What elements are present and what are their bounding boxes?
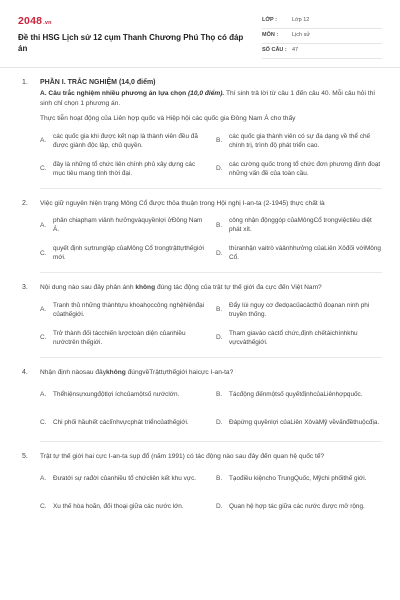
option-text: thừanhận vaitrò vàảnhhưởng củaLiên Xôđối vớiMông Cổ. <box>229 245 381 262</box>
text-pre: Nội dung nào sau đây phản ánh <box>40 284 136 292</box>
option-d[interactable] <box>216 496 382 518</box>
option-text: quyết định sựtrunglập củaMông Cổ trongtrậttựthếgiới mới. <box>53 245 204 262</box>
question-body <box>40 78 382 189</box>
option-c[interactable] <box>40 411 206 433</box>
option-letter: D. <box>216 165 223 172</box>
option-text: Trở thành đối tácchiến lượctoàn diện củanhiều nướctrên thếgiới. <box>53 329 186 346</box>
option-letter: C. <box>40 418 47 426</box>
meta-value: 47 <box>292 47 299 54</box>
option-text: Quan hệ hợp tác giữa các nước được mở rộng. <box>229 503 365 511</box>
option-grid <box>40 383 382 442</box>
option-c[interactable] <box>40 496 206 518</box>
option-letter: A. <box>40 221 47 229</box>
option-text: Xu thế hòa hoãn, đối thoại giữa các nước lớn. <box>53 503 184 511</box>
option-text: đây là những tổ chức liên chính phủ xây dựng các mục tiêu mang tính thời đại. <box>53 160 196 177</box>
option-a[interactable] <box>40 383 206 405</box>
option-text: Tácđộng đếnmộtsố quyếtđịnhcủaLiênhợpquốc. <box>229 390 363 398</box>
question-list <box>0 68 400 526</box>
option-text: phân chiaphạm viảnh hưởngvàquyềnlợi ởĐông Nam Á. <box>53 217 203 234</box>
option-letter: C. <box>40 334 47 342</box>
question-text <box>40 283 382 293</box>
option-text: Đưatới sự rađời củanhiều tổ chứcliên kết khu vực. <box>53 475 197 483</box>
option-text: Tham giavào cáctổ chức,định chếtàichínhkhu vựcvàthếgiới. <box>229 329 358 346</box>
logo-text: 2048 <box>18 15 43 27</box>
option-b[interactable] <box>216 383 382 405</box>
option-a[interactable] <box>40 130 206 152</box>
option-a[interactable] <box>40 468 206 490</box>
option-letter: B. <box>216 475 223 483</box>
question-2 <box>22 199 382 274</box>
question-number: 1. <box>22 79 28 86</box>
meta-value: Lớp 12 <box>292 17 310 24</box>
meta-label: LỚP : <box>262 17 277 24</box>
question-body <box>40 452 382 526</box>
option-b[interactable] <box>216 468 382 490</box>
instr-rest: Thí sinh trả lời từ câu 1 đến câu 40. Mỗi câu hỏi thí sinh chỉ chọn 1 phương án. <box>40 90 376 107</box>
option-text: Thểhiệnsựxungđộtlợi íchcủamộtsố nướclớn. <box>53 390 180 398</box>
exam-header <box>0 0 400 68</box>
text-post: đúngvềTrậttựthếgiới haicực I-an-ta? <box>125 368 234 376</box>
meta-row-subject <box>262 29 382 44</box>
option-letter: C. <box>40 503 47 511</box>
option-grid <box>40 214 382 273</box>
text-pre: Nhận định nàosau đây <box>40 368 106 376</box>
question-5 <box>22 452 382 526</box>
question-text: Trật tự thế giới hai cực I-an-ta sụp đổ (năm 1991) có tác động nào sau đây đến quan hệ quốc tế? <box>40 453 325 461</box>
meta-value: Lịch sử <box>292 32 311 39</box>
option-letter: B. <box>216 306 223 314</box>
option-text: các cường quốc trong tổ chức đơn phương định đoạt những vấn đề của toàn cầu. <box>229 160 381 177</box>
option-text: các quốc gia thành viên có sự đa dạng về thể chế chính trị, trình độ phát triển cao. <box>229 132 371 149</box>
question-number: 3. <box>22 284 28 292</box>
logo-suffix: .vn <box>43 20 52 26</box>
option-letter: A. <box>40 475 47 483</box>
option-a[interactable] <box>40 214 206 236</box>
question-body <box>40 368 382 443</box>
option-c[interactable] <box>40 242 206 264</box>
meta-row-class <box>262 14 382 29</box>
option-letter: B. <box>216 390 223 398</box>
instr-bold: A. Câu trắc nghiệm nhiều phương án lựa chọn <box>40 90 188 98</box>
option-d[interactable] <box>216 158 382 180</box>
question-body <box>40 283 382 358</box>
option-c[interactable] <box>40 327 206 349</box>
question-text <box>40 368 382 378</box>
text-strong: không <box>106 368 126 376</box>
option-letter: B. <box>216 137 223 144</box>
option-letter: A. <box>40 137 47 144</box>
question-body <box>40 199 382 274</box>
option-letter: A. <box>40 390 47 398</box>
option-b[interactable] <box>216 299 382 321</box>
instr-italic: (10,0 điểm). <box>187 90 225 98</box>
meta-row-count <box>262 44 382 59</box>
header-left <box>18 14 260 61</box>
option-a[interactable] <box>40 299 206 321</box>
question-text: Thực tiễn hoạt động của Liên hợp quốc và Hiệp hội các quốc gia Đông Nam Á cho thấy <box>40 115 296 123</box>
text-strong: không <box>135 284 156 292</box>
option-text: Chi phối hầuhết cáclĩnhvựcphát triểncủathếgiới. <box>53 418 189 426</box>
option-letter: D. <box>216 418 223 426</box>
option-letter: D. <box>216 249 223 257</box>
option-text: công nhận độnggóp củaMôngCổ trongviệctiêu diệt phát xít. <box>229 217 372 234</box>
option-text: Tranh thủ những thànhtựu khoahọccông nghệhiệnđại củathếgiới. <box>53 301 205 318</box>
option-b[interactable] <box>216 214 382 236</box>
option-d[interactable] <box>216 242 382 264</box>
question-1 <box>22 78 382 189</box>
option-text: Tạođiều kiệncho TrungQuốc, Mỹchi phốithế giới. <box>229 475 367 483</box>
option-b[interactable] <box>216 130 382 152</box>
option-grid <box>40 468 382 526</box>
option-text: Đẩy lùi nguy cơ đedọacủacácthủ đoạnan ninh phi truyền thống. <box>229 301 370 318</box>
option-grid <box>40 130 382 189</box>
option-letter: D. <box>216 334 223 342</box>
section-instructions <box>40 89 382 108</box>
section-title: PHẦN I. TRẮC NGHIỆM (14,0 điểm) <box>40 79 156 86</box>
option-letter: C. <box>40 165 47 172</box>
question-3 <box>22 283 382 358</box>
site-logo[interactable] <box>18 14 248 29</box>
meta-label: SỐ CÂU : <box>262 47 287 54</box>
option-letter: B. <box>216 221 223 229</box>
option-text: các quốc gia khi được kết nạp là thành viên đều đã được giành độc lập, chủ quyền. <box>53 132 198 149</box>
option-letter: D. <box>216 503 223 511</box>
question-number: 2. <box>22 199 28 207</box>
exam-meta <box>260 14 382 61</box>
option-letter: A. <box>40 306 47 314</box>
question-text: Việc giữ nguyên hiện trạng Mông Cổ được thỏa thuận trong Hội nghị I-an-ta (2-1945) thực chất là <box>40 199 325 207</box>
question-number: 5. <box>22 453 28 461</box>
text-post: đúng tác động của trật tự thế giới đa cực đến Việt Nam? <box>155 284 322 292</box>
option-d[interactable] <box>216 327 382 349</box>
meta-label: MÔN : <box>262 32 279 39</box>
option-c[interactable] <box>40 158 206 180</box>
option-grid <box>40 299 382 358</box>
option-d[interactable] <box>216 411 382 433</box>
question-4 <box>22 368 382 443</box>
option-letter: C. <box>40 249 47 257</box>
option-text: Đápứng quyềnlợi củaLiên XôvàMỹ vềvấnđềthuộcđịa. <box>229 418 380 426</box>
question-number: 4. <box>22 368 28 376</box>
exam-title: Đề thi HSG Lịch sử 12 cụm Thanh Chương Phú Thọ có đáp án <box>18 33 244 54</box>
